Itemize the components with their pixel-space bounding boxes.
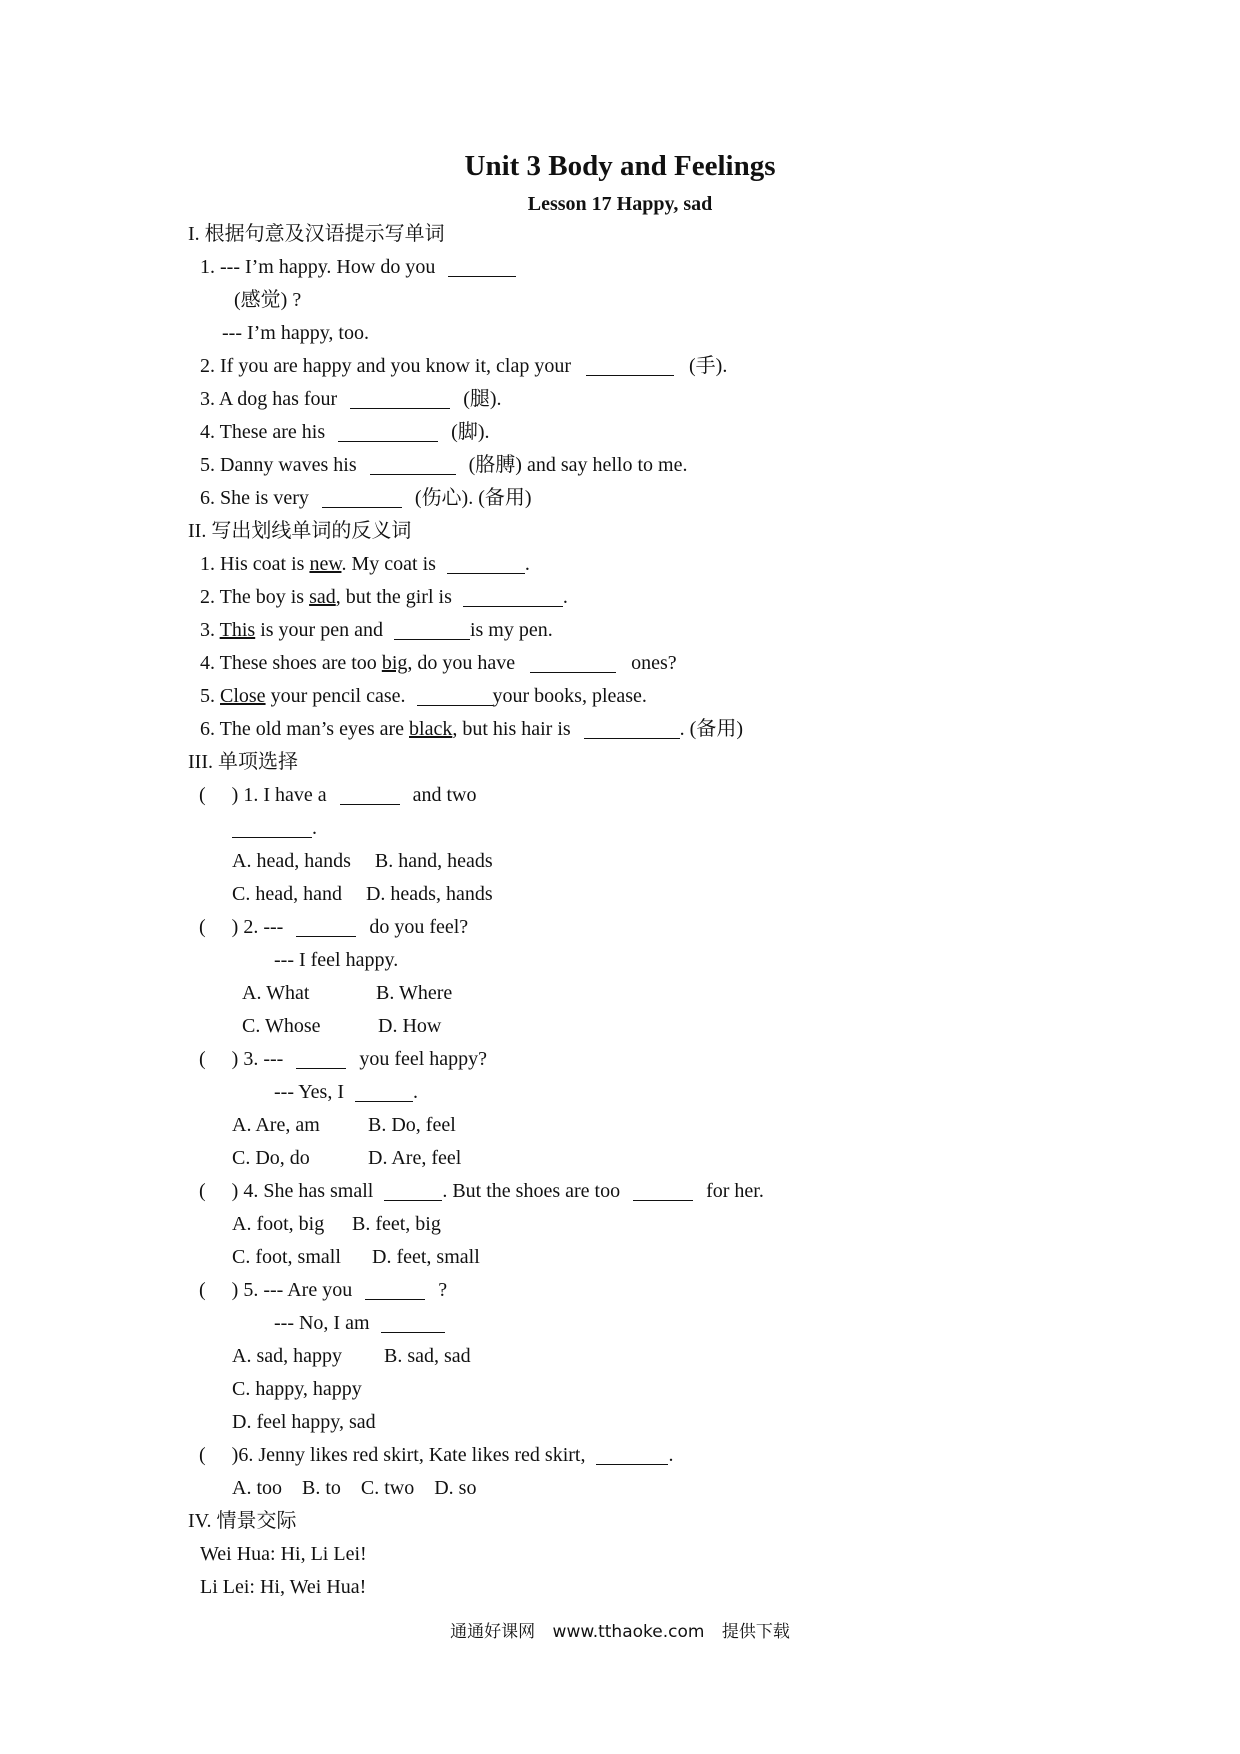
option-d: D. heads, hands — [365, 883, 493, 905]
answer-blank[interactable] — [370, 452, 456, 475]
option-a: A. sad, happy — [232, 1345, 342, 1367]
s2-q4-end: ones? — [631, 652, 677, 674]
s3-q1-text2: and two — [412, 784, 477, 806]
s2-q3-num: 3. — [200, 619, 215, 641]
s1-q4-hint: (脚). — [451, 421, 490, 443]
s2-q1-text: 1. His coat is — [200, 553, 305, 575]
footer-note: 提供下载 — [721, 1622, 790, 1642]
s2-q5-text: your pencil case. — [270, 685, 406, 707]
answer-blank[interactable] — [355, 1079, 413, 1102]
s3-q2-options-cd — [188, 1010, 1088, 1043]
s3-q6 — [188, 1439, 1088, 1472]
option-b: B. feet, big — [352, 1213, 441, 1235]
s3-q2-text: ) 2. --- — [231, 916, 284, 938]
s1-q1-text: 1. --- I’m happy. How do you — [200, 256, 436, 278]
dialogue-line-2: Li Lei: Hi, Wei Hua! — [200, 1576, 367, 1598]
answer-blank[interactable] — [384, 1178, 442, 1201]
s3-q5-reply-text: --- No, I am — [274, 1312, 370, 1334]
section3-heading: III. 单项选择 — [188, 751, 298, 773]
page-footer — [0, 1617, 1240, 1642]
s3-q1 — [188, 779, 1088, 812]
s3-q1-cont — [188, 812, 1088, 845]
section4-heading: IV. 情景交际 — [188, 1510, 297, 1532]
underlined-word: This — [219, 619, 256, 641]
answer-paren: ( — [199, 1279, 206, 1301]
s2-q4-text: 4. These shoes are too — [200, 652, 377, 674]
s2-q3-text: is your pen and — [260, 619, 383, 641]
s3-q4-text: ) 4. She has small — [231, 1180, 374, 1202]
s1-q4 — [188, 416, 1088, 449]
s3-q4 — [188, 1175, 1088, 1208]
answer-paren: ( — [199, 1180, 206, 1202]
s3-q5-end: ? — [438, 1279, 448, 1301]
option-b: B. Where — [376, 982, 453, 1004]
s3-q5-option-c: C. happy, happy — [232, 1378, 362, 1400]
answer-blank[interactable] — [381, 1310, 445, 1333]
option-d: D. Are, feel — [368, 1147, 462, 1169]
underlined-word: new — [309, 553, 342, 575]
s1-q5-text: 5. Danny waves his — [200, 454, 357, 476]
option-a: A. Are, am — [232, 1114, 320, 1136]
answer-blank[interactable] — [447, 551, 525, 574]
s1-q2-text: 2. If you are happy and you know it, clap your — [200, 355, 572, 377]
dialogue-line-1: Wei Hua: Hi, Li Lei! — [200, 1543, 367, 1565]
answer-blank[interactable] — [340, 782, 400, 805]
answer-blank[interactable] — [365, 1277, 425, 1300]
option-a: A. head, hands — [232, 850, 351, 872]
s2-q1-text2: . My coat is — [341, 553, 436, 575]
s3-q2-reply: --- I feel happy. — [274, 949, 399, 971]
underlined-word: Close — [220, 685, 266, 707]
underlined-word: sad — [309, 586, 336, 608]
s3-q5-options-ab — [188, 1340, 1088, 1373]
answer-blank[interactable] — [584, 716, 680, 739]
s3-q5-text: ) 5. --- Are you — [231, 1279, 353, 1301]
footer-url[interactable]: www.tthaoke.com — [552, 1622, 705, 1642]
answer-blank[interactable] — [338, 419, 438, 442]
answer-blank[interactable] — [633, 1178, 693, 1201]
answer-blank[interactable] — [232, 815, 312, 838]
s2-q6-text2: , but his hair is — [452, 718, 571, 740]
answer-paren: ( — [199, 1048, 206, 1070]
s3-q3 — [188, 1043, 1088, 1076]
s3-q4-options-ab — [188, 1208, 1088, 1241]
s2-q5-num: 5. — [200, 685, 215, 707]
s2-q3 — [188, 614, 1088, 647]
s3-q1-end: . — [312, 817, 317, 839]
s3-q2-options-ab — [188, 977, 1088, 1010]
answer-blank[interactable] — [448, 254, 516, 277]
s3-q3-end: . — [413, 1081, 418, 1103]
answer-paren: ( — [199, 784, 206, 806]
s3-q4-options-cd — [188, 1241, 1088, 1274]
s1-q1-hint: (感觉) ? — [234, 289, 302, 311]
s1-q6 — [188, 482, 1088, 515]
underlined-word: big — [381, 652, 408, 674]
s3-q3-reply-text: --- Yes, I — [274, 1081, 344, 1103]
answer-paren: ( — [199, 916, 206, 938]
s1-q3 — [188, 383, 1088, 416]
s2-q4 — [188, 647, 1088, 680]
s1-q5 — [188, 449, 1088, 482]
option-b: B. Do, feel — [368, 1114, 456, 1136]
s3-q3-reply — [188, 1076, 1088, 1109]
answer-blank[interactable] — [463, 584, 563, 607]
section1-heading: I. 根据句意及汉语提示写单词 — [188, 223, 445, 245]
s3-q3-options-cd — [188, 1142, 1088, 1175]
s1-q6-text: 6. She is very — [200, 487, 309, 509]
answer-blank[interactable] — [296, 914, 356, 937]
s3-q6-end: . — [668, 1444, 674, 1466]
s1-q6-hint: (伤心). (备用) — [414, 487, 532, 509]
s2-q1-end: . — [524, 553, 530, 575]
s2-q1 — [188, 548, 1088, 581]
answer-blank[interactable] — [586, 353, 674, 376]
s3-q5 — [188, 1274, 1088, 1307]
s2-q6-end: . (备用) — [679, 718, 743, 740]
s2-q2 — [188, 581, 1088, 614]
s1-q3-text: 3. A dog has four — [200, 388, 338, 410]
s3-q4-text2: . But the shoes are too — [442, 1180, 621, 1202]
s3-q1-options-ab — [188, 845, 1088, 878]
answer-blank[interactable] — [322, 485, 402, 508]
s3-q3-text2: you feel happy? — [359, 1048, 488, 1070]
s3-q1-text: ) 1. I have a — [231, 784, 327, 806]
answer-blank[interactable] — [596, 1442, 668, 1465]
option-d: D. How — [378, 1015, 442, 1037]
s2-q6-text: 6. The old man’s eyes are — [200, 718, 405, 740]
option-c: C. Do, do — [232, 1147, 310, 1169]
s3-q1-options-cd — [188, 878, 1088, 911]
option-d: D. feet, small — [372, 1246, 480, 1268]
s3-q3-text: ) 3. --- — [231, 1048, 284, 1070]
s3-q5-option-d: D. feel happy, sad — [232, 1411, 376, 1433]
option-c: C. Whose — [242, 1015, 321, 1037]
option-b: B. sad, sad — [384, 1345, 471, 1367]
footer-site-name: 通通好课网 — [450, 1622, 536, 1642]
s1-q1-line3 — [188, 317, 1088, 350]
s3-q4-end: for her. — [706, 1180, 764, 1202]
answer-blank[interactable] — [394, 617, 470, 640]
s3-q2-text2: do you feel? — [369, 916, 469, 938]
s2-q2-text: 2. The boy is — [200, 586, 305, 608]
s1-q1-line1 — [188, 251, 1088, 284]
s1-q1-line2 — [188, 284, 1088, 317]
s1-q3-hint: (腿). — [463, 388, 502, 410]
s1-q4-text: 4. These are his — [200, 421, 326, 443]
s1-q2-hint: (手). — [689, 355, 728, 377]
s2-q5 — [188, 680, 1088, 713]
s3-q3-options-ab — [188, 1109, 1088, 1142]
option-a: A. foot, big — [232, 1213, 325, 1235]
worksheet-content — [188, 218, 1088, 1604]
page-title: Unit 3 Body and Feelings — [464, 150, 776, 182]
s2-q4-text2: , do you have — [407, 652, 516, 674]
s2-q2-end: . — [562, 586, 568, 608]
lesson-subtitle: Lesson 17 Happy, sad — [527, 193, 713, 215]
s3-q6-text: )6. Jenny likes red skirt, Kate likes red skirt, — [231, 1444, 586, 1466]
s1-q2 — [188, 350, 1088, 383]
s1-q1-reply: --- I’m happy, too. — [222, 322, 369, 344]
answer-blank[interactable] — [417, 683, 493, 706]
answer-blank[interactable] — [296, 1046, 346, 1069]
s3-q5-reply — [188, 1307, 1088, 1340]
option-a: A. What — [242, 982, 310, 1004]
option-c: C. foot, small — [232, 1246, 341, 1268]
s3-q6-options: A. too B. to C. two D. so — [232, 1477, 477, 1499]
s1-q5-hint: (胳膊) and say hello to me. — [468, 454, 688, 476]
option-c: C. head, hand — [232, 883, 342, 905]
s3-q2 — [188, 911, 1088, 944]
s2-q5-end: your books, please. — [492, 685, 647, 707]
section2-heading: II. 写出划线单词的反义词 — [188, 520, 412, 542]
answer-paren: ( — [199, 1444, 206, 1466]
s2-q3-end: is my pen. — [469, 619, 553, 641]
s2-q2-text2: , but the girl is — [335, 586, 452, 608]
option-b: B. hand, heads — [374, 850, 493, 872]
answer-blank[interactable] — [530, 650, 616, 673]
underlined-word: black — [409, 718, 453, 740]
s2-q6 — [188, 713, 1088, 746]
answer-blank[interactable] — [350, 386, 450, 409]
